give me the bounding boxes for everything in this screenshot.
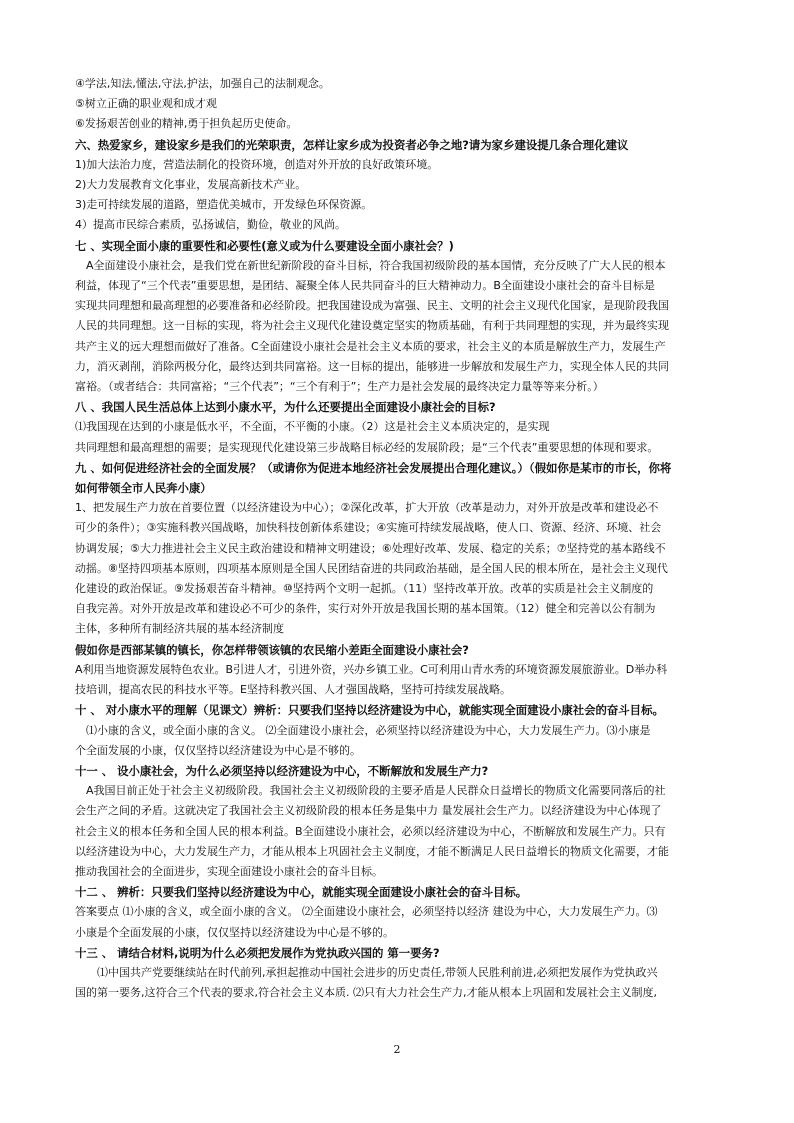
document-body (75, 74, 723, 1003)
text-line: 会生产之间的矛盾。这就决定了我国社会主义初级阶段的根本任务是集中力 量发展社会生产力。以经济建设为中心体现了 (75, 804, 662, 818)
text-line: ⑥发扬艰苦创业的精神,勇于担负起历史使命。 (75, 117, 298, 131)
text-line: 2)大力发展教育文化事业，发展高新技术产业。 (75, 178, 307, 192)
section-heading: 十三 、 请结合材料,说明为什么必须把发展作为党执政兴国的 第一要务? (75, 945, 440, 960)
text-line: 自我完善。对外开放是改革和建设必不可少的条件，实行对外开放是我国长期的基本国策。（12）健全和完善以公有制为 (75, 602, 656, 616)
text-line: A我国目前正处于社会主义初级阶段。我国社会主义初级阶段的主要矛盾是人民群众日益增长的物质文化需要同落后的社 (86, 784, 666, 798)
text-line: A全面建设小康社会，是我们党在新世纪新阶段的奋斗目标，符合我国初级阶段的基本国情，充分反映了广大人民的根本 (86, 258, 666, 272)
text-line: 小康是个全面发展的小康，仅仅坚持以经济建设为中心是不够的。 (75, 925, 394, 939)
text-line: ④学法,知法,懂法,守法,护法，加强自己的法制观念。 (75, 77, 330, 90)
section-heading: 十 、 对小康水平的理解（见课文）辨析：只要我们坚持以经济建设为中心，就能实现全面建设小康社会的奋斗目标。 (75, 703, 664, 718)
text-line: 1)加大法治力度，营造法制化的投资环境，创造对外开放的良好政策环境。 (75, 157, 439, 171)
section-heading: 假如你是西部某镇的镇长，你怎样带领该镇的农民缩小差距全面建设小康社会? (75, 642, 469, 657)
text-line: 可少的条件）；③实施科教兴国战略，加快科技创新体系建设；④实施可持续发展战略，使人口、资源、经济、环境、社会 (75, 521, 662, 535)
text-line: 推动我国社会的全面进步，实现全面建设小康社会的奋斗目标。 (75, 864, 383, 878)
text-line: 协调发展；⑤大力推进社会主义民主政治建设和精神文明建设；⑥处理好改革、发展、稳定的关系；⑦坚持党的基本路线不 (75, 541, 666, 555)
text-line: 力，消灭剥削，消除两极分化，最终达到共同富裕。这一目标的提出，能够进一步解放和发展生产力，实现全体人民的共同 (75, 359, 669, 373)
text-line: 以经济建设为中心，大力发展生产力，才能从根本上巩固社会主义制度，才能不断满足人民日益增长的物质文化需要，才能 (75, 844, 669, 858)
text-line: 社会主义的根本任务和全国人民的根本利益。B全面建设小康社会，必须以经济建设为中心，不断解放和发展生产力。只有 (75, 824, 666, 838)
text-line: 答案要点 ⑴小康的含义，或全面小康的含义。 ⑵全面建设小康社会，必须坚持以经济 建设为中心，大力发展生产力。⑶ (75, 905, 658, 919)
text-line: ⑴小康的含义，或全面小康的含义。 ⑵全面建设小康社会，必须坚持以经济建设为中心，大力发展生产力。⑶小康是 (86, 723, 651, 737)
page-number: 2 (393, 1043, 401, 1056)
text-line: ⑴我国现在达到的小康是低水平，不全面，不平衡的小康。（2）这是社会主义本质决定的，是实现 (75, 420, 550, 434)
text-line: 化建设的政治保证。⑨发扬艰苦奋斗精神。⑩坚持两个文明一起抓。（11）坚持改革开放。改革的实质是社会主义制度的 (75, 582, 654, 596)
text-line: 个全面发展的小康，仅仅坚持以经济建设为中心是不够的。 (75, 743, 361, 757)
text-line: ⑴中国共产党要继续站在时代前列,承担起推动中国社会进步的历史责任,带领人民胜利前进,必须把发展作为党执政兴 (97, 965, 658, 979)
section-heading: 七 、实现全面小康的重要性和必要性(意义或为什么要建设全面小康社会？) (75, 238, 454, 253)
text-line: 主体，多种所有制经济共展的基本经济制度 (75, 622, 284, 636)
text-line: 富裕。（或者结合：共同富裕；“三个代表”；“三个有利于”；生产力是社会发展的最终决定力量等等来分析。） (75, 380, 604, 394)
text-line: 利益，体现了“三个代表”重要思想，是团结、凝聚全体人民共同奋斗的巨大精神动力。B全面建设小康社会的奋斗目标是 (75, 279, 655, 293)
section-heading: 八 、我国人民生活总体上达到小康水平，为什么还要提出全面建设小康社会的目标? (75, 400, 496, 415)
text-line: 国的第一要务,这符合三个代表的要求,符合社会主义本质. ⑵只有大力社会生产力,才能从根本上巩固和发展社会主义制度, (75, 986, 657, 1000)
text-line: 1、把发展生产力放在首要位置（以经济建设为中心）；②深化改革，扩大开放（改革是动力，对外开放是改革和建设必不 (75, 501, 659, 515)
text-line: 共同理想和最高理想的需要；是实现现代化建设第三步战略目标必经的发展阶段；是“三个代表”重要思想的体现和要求。 (75, 440, 659, 454)
text-line: 人民的共同理想。这一目标的实现，将为社会主义现代化建设奠定坚实的物质基础，有利于共同理想的实现，并为最终实现 (75, 319, 669, 333)
text-line: 共产主义的远大理想而做好了准备。C全面建设小康社会是社会主义本质的要求，社会主义的本质是解放生产力，发展生产 (75, 339, 666, 353)
text-line: A利用当地资源发展特色农业。B引进人才，引进外资，兴办乡镇工业。C可利用山青水秀的环境资源发展旅游业。D举办科 (75, 662, 668, 676)
text-line: ⑤树立正确的职业观和成才观 (75, 97, 217, 111)
text-line: 动摇。⑧坚持四项基本原则，四项基本原则是全国人民团结奋进的共同政治基础，是全国人民的根本所在，是社会主义现代 (75, 561, 668, 575)
text-line: 实现共同理想和最高理想的必要准备和必经阶段。把我国建设成为富强、民主、文明的社会主义现代化国家，是现阶段我国 (75, 299, 669, 313)
text-line: 4）提高市民综合素质，弘扬诚信，勤俭，敬业的风尚。 (75, 218, 346, 232)
text-line: 3)走可持续发展的道路，塑造优美城市，开发绿色环保资源。 (75, 198, 373, 212)
section-heading: 六、热爱家乡，建设家乡是我们的光荣职责，怎样让家乡成为投资者必争之地?请为家乡建设提几条合理化建议 (75, 137, 629, 152)
section-heading: 十一 、 设小康社会，为什么必须坚持以经济建设为中心，不断解放和发展生产力? (75, 763, 489, 778)
section-heading: 如何带领全市人民奔小康） (75, 481, 212, 496)
section-heading: 九 、如何促进经济社会的全面发展？（或请你为促进本地经济社会发展提出合理化建议。）（假如你是某市的市长，你将 (75, 460, 672, 475)
section-heading: 十二 、 辨析：只要我们坚持以经济建设为中心，就能实现全面建设小康社会的奋斗目标。 (75, 885, 528, 900)
text-line: 技培训，提高农民的科技水平等。E坚持科教兴国、人才强国战略，坚持可持续发展战略。 (75, 683, 511, 697)
